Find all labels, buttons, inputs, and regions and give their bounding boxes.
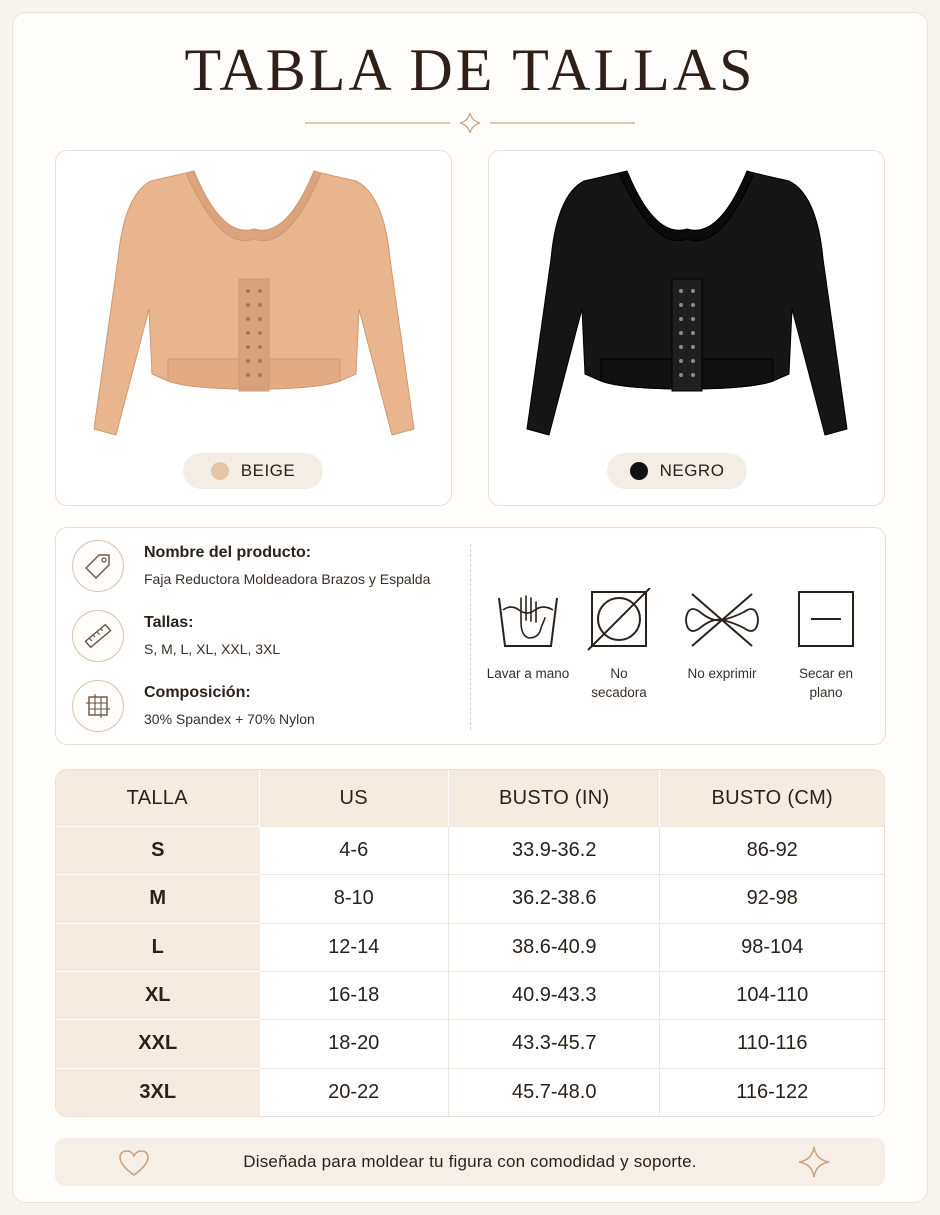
size-cell: XXL [56, 1019, 260, 1067]
sizes-label: Tallas: [144, 614, 194, 631]
care-dry-flat [776, 588, 876, 702]
color-option-negro[interactable] [607, 453, 747, 489]
care-label-dry-flat-2: plano [809, 685, 843, 700]
table-row [56, 923, 884, 971]
color-label-beige: BEIGE [240, 461, 296, 480]
title-divider-ornament [300, 110, 640, 136]
table-row [56, 826, 884, 874]
table-row [56, 1019, 884, 1067]
header-talla: TALLA [56, 770, 260, 826]
size-cell: S [56, 826, 260, 874]
care-label-hand-wash: Lavar a mano [486, 666, 570, 681]
us-cell: 8-10 [260, 874, 449, 922]
care-label-no-tumble-dry-2: secadora [591, 685, 647, 700]
us-cell: 4-6 [260, 826, 449, 874]
bust-cm-cell: 92-98 [660, 874, 884, 922]
beige-garment [94, 171, 414, 435]
black-product-card [488, 150, 885, 506]
tag-icon [72, 540, 124, 592]
us-cell: 20-22 [260, 1068, 449, 1116]
bust-in-cell: 45.7-48.0 [449, 1068, 661, 1116]
hand-wash-icon [495, 588, 561, 652]
care-hand-wash [478, 588, 578, 683]
bust-cm-cell: 86-92 [660, 826, 884, 874]
color-option-beige[interactable] [183, 453, 323, 489]
care-no-tumble-dry [569, 588, 669, 702]
bust-cm-cell: 98-104 [660, 923, 884, 971]
beige-shapewear-image [56, 159, 451, 459]
bust-in-cell: 36.2-38.6 [449, 874, 661, 922]
product-name-row [72, 540, 430, 592]
sizes-row [72, 610, 280, 662]
footer-text: Diseñada para moldear tu figura con comodidad y soporte. [243, 1152, 697, 1171]
table-header-row [56, 770, 884, 826]
us-cell: 18-20 [260, 1019, 449, 1067]
sizes-value: S, M, L, XL, XXL, 3XL [144, 641, 281, 657]
info-divider [470, 544, 471, 730]
care-no-wring [672, 588, 772, 683]
page-title: TABLA DE TALLAS [184, 37, 756, 103]
care-label-no-tumble-dry-1: No [610, 666, 628, 681]
black-garment [527, 171, 847, 435]
color-label-negro: NEGRO [659, 461, 725, 480]
product-name-value: Faja Reductora Moldeadora Brazos y Espalda [144, 571, 431, 587]
care-label-no-wring: No exprimir [687, 666, 757, 681]
table-row [56, 1068, 884, 1116]
bust-in-cell: 33.9-36.2 [449, 826, 661, 874]
size-chart-table [55, 769, 885, 1117]
bust-cm-cell: 116-122 [660, 1068, 884, 1116]
black-swatch-icon [630, 462, 648, 480]
composition-value: 30% Spandex + 70% Nylon [144, 711, 315, 727]
product-name-label: Nombre del producto: [144, 544, 312, 561]
us-cell: 16-18 [260, 971, 449, 1019]
bust-in-cell: 43.3-45.7 [449, 1019, 661, 1067]
size-cell: M [56, 874, 260, 922]
no-tumble-dry-icon [586, 588, 652, 652]
care-label-dry-flat-1: Secar en [798, 666, 854, 681]
composition-row [72, 680, 315, 732]
no-wring-icon [682, 588, 762, 652]
product-info-card [55, 527, 886, 745]
bust-cm-cell: 110-116 [660, 1019, 884, 1067]
bust-in-cell: 38.6-40.9 [449, 923, 661, 971]
beige-product-card [55, 150, 452, 506]
composition-label: Composición: [144, 684, 251, 701]
bust-cm-cell: 104-110 [660, 971, 884, 1019]
size-cell: 3XL [56, 1068, 260, 1116]
dry-flat-icon [793, 588, 859, 652]
black-shapewear-image [489, 159, 884, 459]
beige-swatch-icon [211, 462, 229, 480]
header-us: US [260, 770, 449, 826]
size-cell: XL [56, 971, 260, 1019]
bust-in-cell: 40.9-43.3 [449, 971, 661, 1019]
table-row [56, 971, 884, 1019]
ruler-icon [72, 610, 124, 662]
sparkle-icon [797, 1145, 831, 1179]
fabric-icon [72, 680, 124, 732]
footer-banner [55, 1138, 885, 1186]
header-busto-cm: BUSTO (CM) [660, 770, 884, 826]
size-cell: L [56, 923, 260, 971]
us-cell: 12-14 [260, 923, 449, 971]
table-row [56, 874, 884, 922]
header-busto-in: BUSTO (IN) [449, 770, 661, 826]
